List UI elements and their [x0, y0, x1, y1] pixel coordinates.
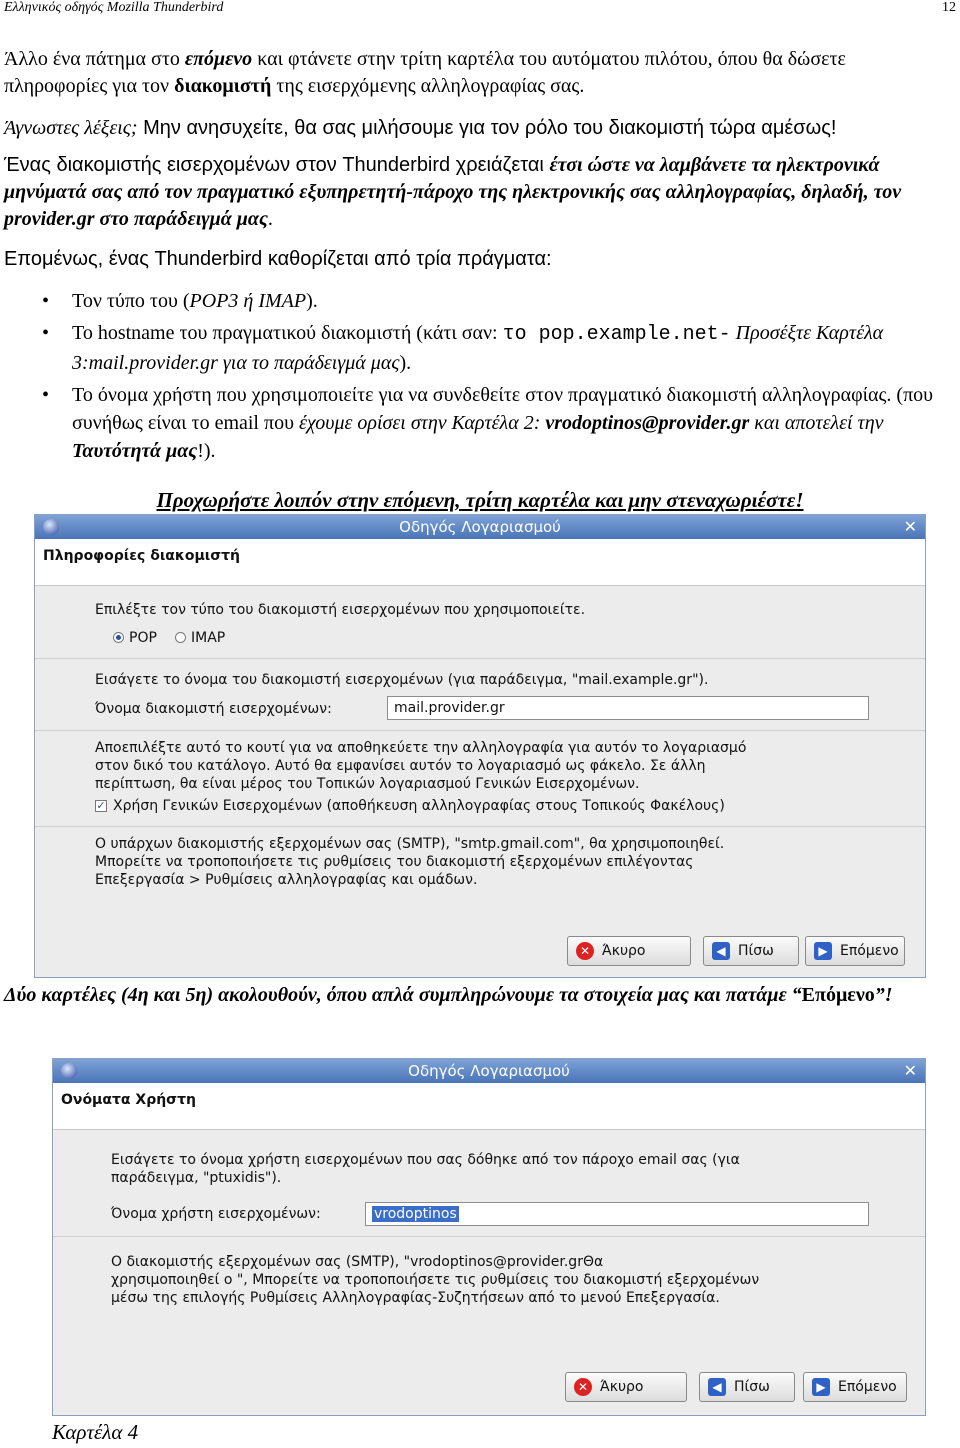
back-button[interactable]	[699, 1372, 795, 1402]
dialog-title: Οδηγός Λογαριασμού	[408, 1062, 570, 1080]
back-arrow-icon: ◀	[712, 942, 730, 960]
button-label: Επόμενο	[840, 943, 899, 959]
dialog-body	[53, 1130, 925, 1416]
smtp-info-line: χρησιμοποιηθεί ο ", Μπορείτε να τροποποιήσετε τις ρυθμίσεις του διακομιστή εξερχομένων	[111, 1272, 760, 1288]
list-item	[4, 381, 934, 465]
next-arrow-icon: ▶	[812, 1378, 830, 1396]
note-text: Προσέξτε Καρτέλα 3:mail.provider.gr για το παράδειγμά μας	[72, 322, 884, 374]
text-run: ).	[306, 290, 318, 312]
divider	[35, 826, 925, 827]
cancel-icon: ✕	[576, 942, 594, 960]
code-text: το pop.example.net-	[502, 323, 731, 346]
back-button[interactable]	[703, 936, 799, 966]
document-title: Ελληνικός οδηγός Mozilla Thunderbird	[4, 0, 224, 15]
next-emphasis: επόμενο	[184, 48, 253, 70]
text-run: Τον τύπο του (	[72, 290, 190, 312]
list-item	[4, 319, 934, 377]
button-label: Επόμενο	[838, 1379, 897, 1395]
intro-paragraph	[4, 46, 949, 100]
proceed-heading: Προχωρήστε λοιπόν στην επόμενη, τρίτη καρτέλα και μην στεναχωριέστε!	[156, 488, 804, 512]
text-run: Δύο καρτέλες (4η και 5η) ακολουθούν, όπου απλά συμπληρώνουμε τα στοιχεία μας και πατάμε “	[4, 984, 802, 1006]
cancel-button[interactable]	[567, 936, 691, 966]
text-run: Το όνομα χρήστη που χρησιμοποιείτε για να συνδεθείτε στον πραγματικό διακομιστή αλληλογραφίας. (που συνήθως είναι το email που	[72, 384, 934, 434]
next-emphasis: Επόμενο	[801, 984, 875, 1006]
dialog-body	[35, 586, 925, 978]
email-text: vrodoptinos@provider.gr	[545, 412, 750, 434]
smtp-info-line: Ο διακομιστής εξερχομένων σας (SMTP), "vrodoptinos@provider.grΘα	[111, 1254, 604, 1270]
divider	[35, 730, 925, 731]
section-title: Ονόματα Χρήστη	[53, 1083, 925, 1130]
text-run: και φτάνετε στην τρίτη καρτέλα του αυτόματου πιλότου, όπου θα δώσετε πληροφορίες για τον	[4, 48, 846, 97]
username-value: vrodoptinos	[374, 1206, 457, 1222]
pop-label[interactable]: POP	[129, 630, 157, 646]
cancel-button[interactable]	[565, 1372, 687, 1402]
next-arrow-icon: ▶	[814, 942, 832, 960]
text-run: !).	[197, 440, 216, 462]
close-icon[interactable]: ✕	[903, 517, 917, 536]
protocol-text: POP3 ή IMAP	[189, 290, 307, 312]
next-button[interactable]	[803, 1372, 907, 1402]
text-run: Ένας διακομιστής εισερχομένων στον Thunderbird χρειάζεται	[4, 154, 550, 176]
smtp-info-line: Επεξεργασία > Ρυθμίσεις αλληλογραφίας και ομάδων.	[95, 872, 478, 888]
three-things-paragraph	[4, 246, 949, 273]
next-tabs-paragraph	[4, 982, 949, 1009]
username-label: Όνομα χρήστη εισερχομένων:	[111, 1206, 321, 1222]
pop-radio[interactable]	[113, 632, 124, 643]
text-run: ).	[399, 352, 412, 374]
dialog-title: Οδηγός Λογαριασμού	[399, 518, 561, 536]
identity-text: Ταυτότητά μας	[72, 440, 198, 462]
account-wizard-dialog	[34, 514, 926, 978]
divider	[35, 658, 925, 659]
server-name-prompt: Εισάγετε το όνομα του διακομιστή εισερχομένων (για παράδειγμα, "mail.example.gr").	[95, 672, 709, 688]
username-input[interactable]	[365, 1202, 869, 1226]
global-inbox-info-line: στον δικό του κατάλογο. Αυτό θα εμφανίσει αυτόν το λογαριασμό ως φάκελο. Σε άλλη	[95, 758, 706, 774]
bullet-list	[4, 287, 934, 469]
username-prompt-line: παράδειγμα, "ptuxidis").	[111, 1170, 282, 1186]
note-text: έχουμε ορίσει στην Καρτέλα 2:	[299, 412, 546, 434]
global-inbox-info-line: Αποεπιλέξτε αυτό το κουτί για να αποθηκεύετε την αλληλογραφία για αυτόν το λογαριασμό	[95, 740, 747, 756]
question-text: Άγνωστες λέξεις;	[4, 117, 138, 139]
smtp-info-line: Μπορείτε να τροποποιήσετε τις ρυθμίσεις του διακομιστή εξερχομένων επιλέγοντας	[95, 854, 694, 870]
emphasis-text: έτσι ώστε να λαμβάνετε τα ηλεκτρονικά μηνύματά σας από τον πραγματικό εξυπηρετητή-πάροχο της ηλεκτρονικής σας αλληλογραφίας, δηλαδή, τον provider.gr στο παράδειγμά μας	[4, 154, 902, 230]
next-button[interactable]	[805, 936, 905, 966]
cancel-icon: ✕	[574, 1378, 592, 1396]
account-wizard-dialog-usernames	[52, 1058, 926, 1416]
text-run: Άλλο ένα πάτημα στο	[4, 48, 185, 70]
thunderbird-icon	[61, 1063, 77, 1079]
title-bar	[53, 1059, 925, 1083]
text-run: Μην ανησυχείτε, θα σας μιλήσουμε για τον ρόλο του διακομιστή τώρα αμέσως!	[137, 117, 837, 139]
smtp-info-line: Ο υπάρχων διακομιστής εξερχομένων σας (SMTP), "smtp.gmail.com", θα χρησιμοποιηθεί.	[95, 836, 725, 852]
text-run: Επομένως, ένας Thunderbird καθορίζεται από τρία πράγματα:	[4, 248, 552, 270]
unknown-words-paragraph	[4, 115, 949, 142]
server-name-label: Όνομα διακομιστή εισερχομένων:	[95, 701, 332, 717]
imap-radio[interactable]	[175, 632, 186, 643]
note-text: και αποτελεί την	[749, 412, 884, 434]
global-inbox-info-line: περίπτωση, θα είναι μέρος του Τοπικών λογαριασμού Γενικών Εισερχομένων.	[95, 776, 640, 792]
server-emphasis: διακομιστή	[174, 75, 272, 97]
button-label: Πίσω	[734, 1379, 770, 1395]
close-icon[interactable]: ✕	[903, 1061, 917, 1080]
text-run: της εισερχόμενης αλληλογραφίας σας.	[271, 75, 585, 97]
divider	[53, 1236, 925, 1237]
global-inbox-checkbox[interactable]: ✓	[96, 799, 106, 812]
thunderbird-icon	[43, 519, 59, 535]
server-name-input[interactable]: mail.provider.gr	[387, 696, 869, 720]
imap-label[interactable]: IMAP	[191, 630, 226, 646]
global-inbox-label[interactable]: Χρήση Γενικών Εισερχομένων (αποθήκευση αλληλογραφίας στους Τοπικούς Φακέλους)	[113, 798, 725, 814]
text-run: Το hostname του πραγματικού διακομιστή (κάτι σαν:	[72, 322, 503, 344]
section-title: Πληροφορίες διακομιστή	[35, 539, 925, 586]
text-run: .	[267, 208, 273, 230]
title-bar	[35, 515, 925, 539]
text-run: ”!	[874, 984, 893, 1006]
back-arrow-icon: ◀	[708, 1378, 726, 1396]
server-type-prompt: Επιλέξτε τον τύπο του διακομιστή εισερχομένων που χρησιμοποιείτε.	[95, 602, 586, 618]
smtp-info-line: μέσω της επιλογής Ρυθμίσεις Αλληλογραφίας-Συζητήσεων από το μενού Επεξεργασία.	[111, 1290, 720, 1306]
button-label: Άκυρο	[600, 1379, 644, 1395]
server-explanation-paragraph	[4, 152, 949, 233]
button-label: Άκυρο	[602, 943, 646, 959]
button-label: Πίσω	[738, 943, 774, 959]
page-number: 12	[942, 0, 956, 15]
username-prompt-line: Εισάγετε το όνομα χρήστη εισερχομένων που σας δόθηκε από τον πάροχο email σας (για	[111, 1152, 740, 1168]
page-header	[4, 0, 956, 18]
figure-caption: Καρτέλα 4	[52, 1420, 139, 1444]
list-item	[4, 287, 934, 315]
